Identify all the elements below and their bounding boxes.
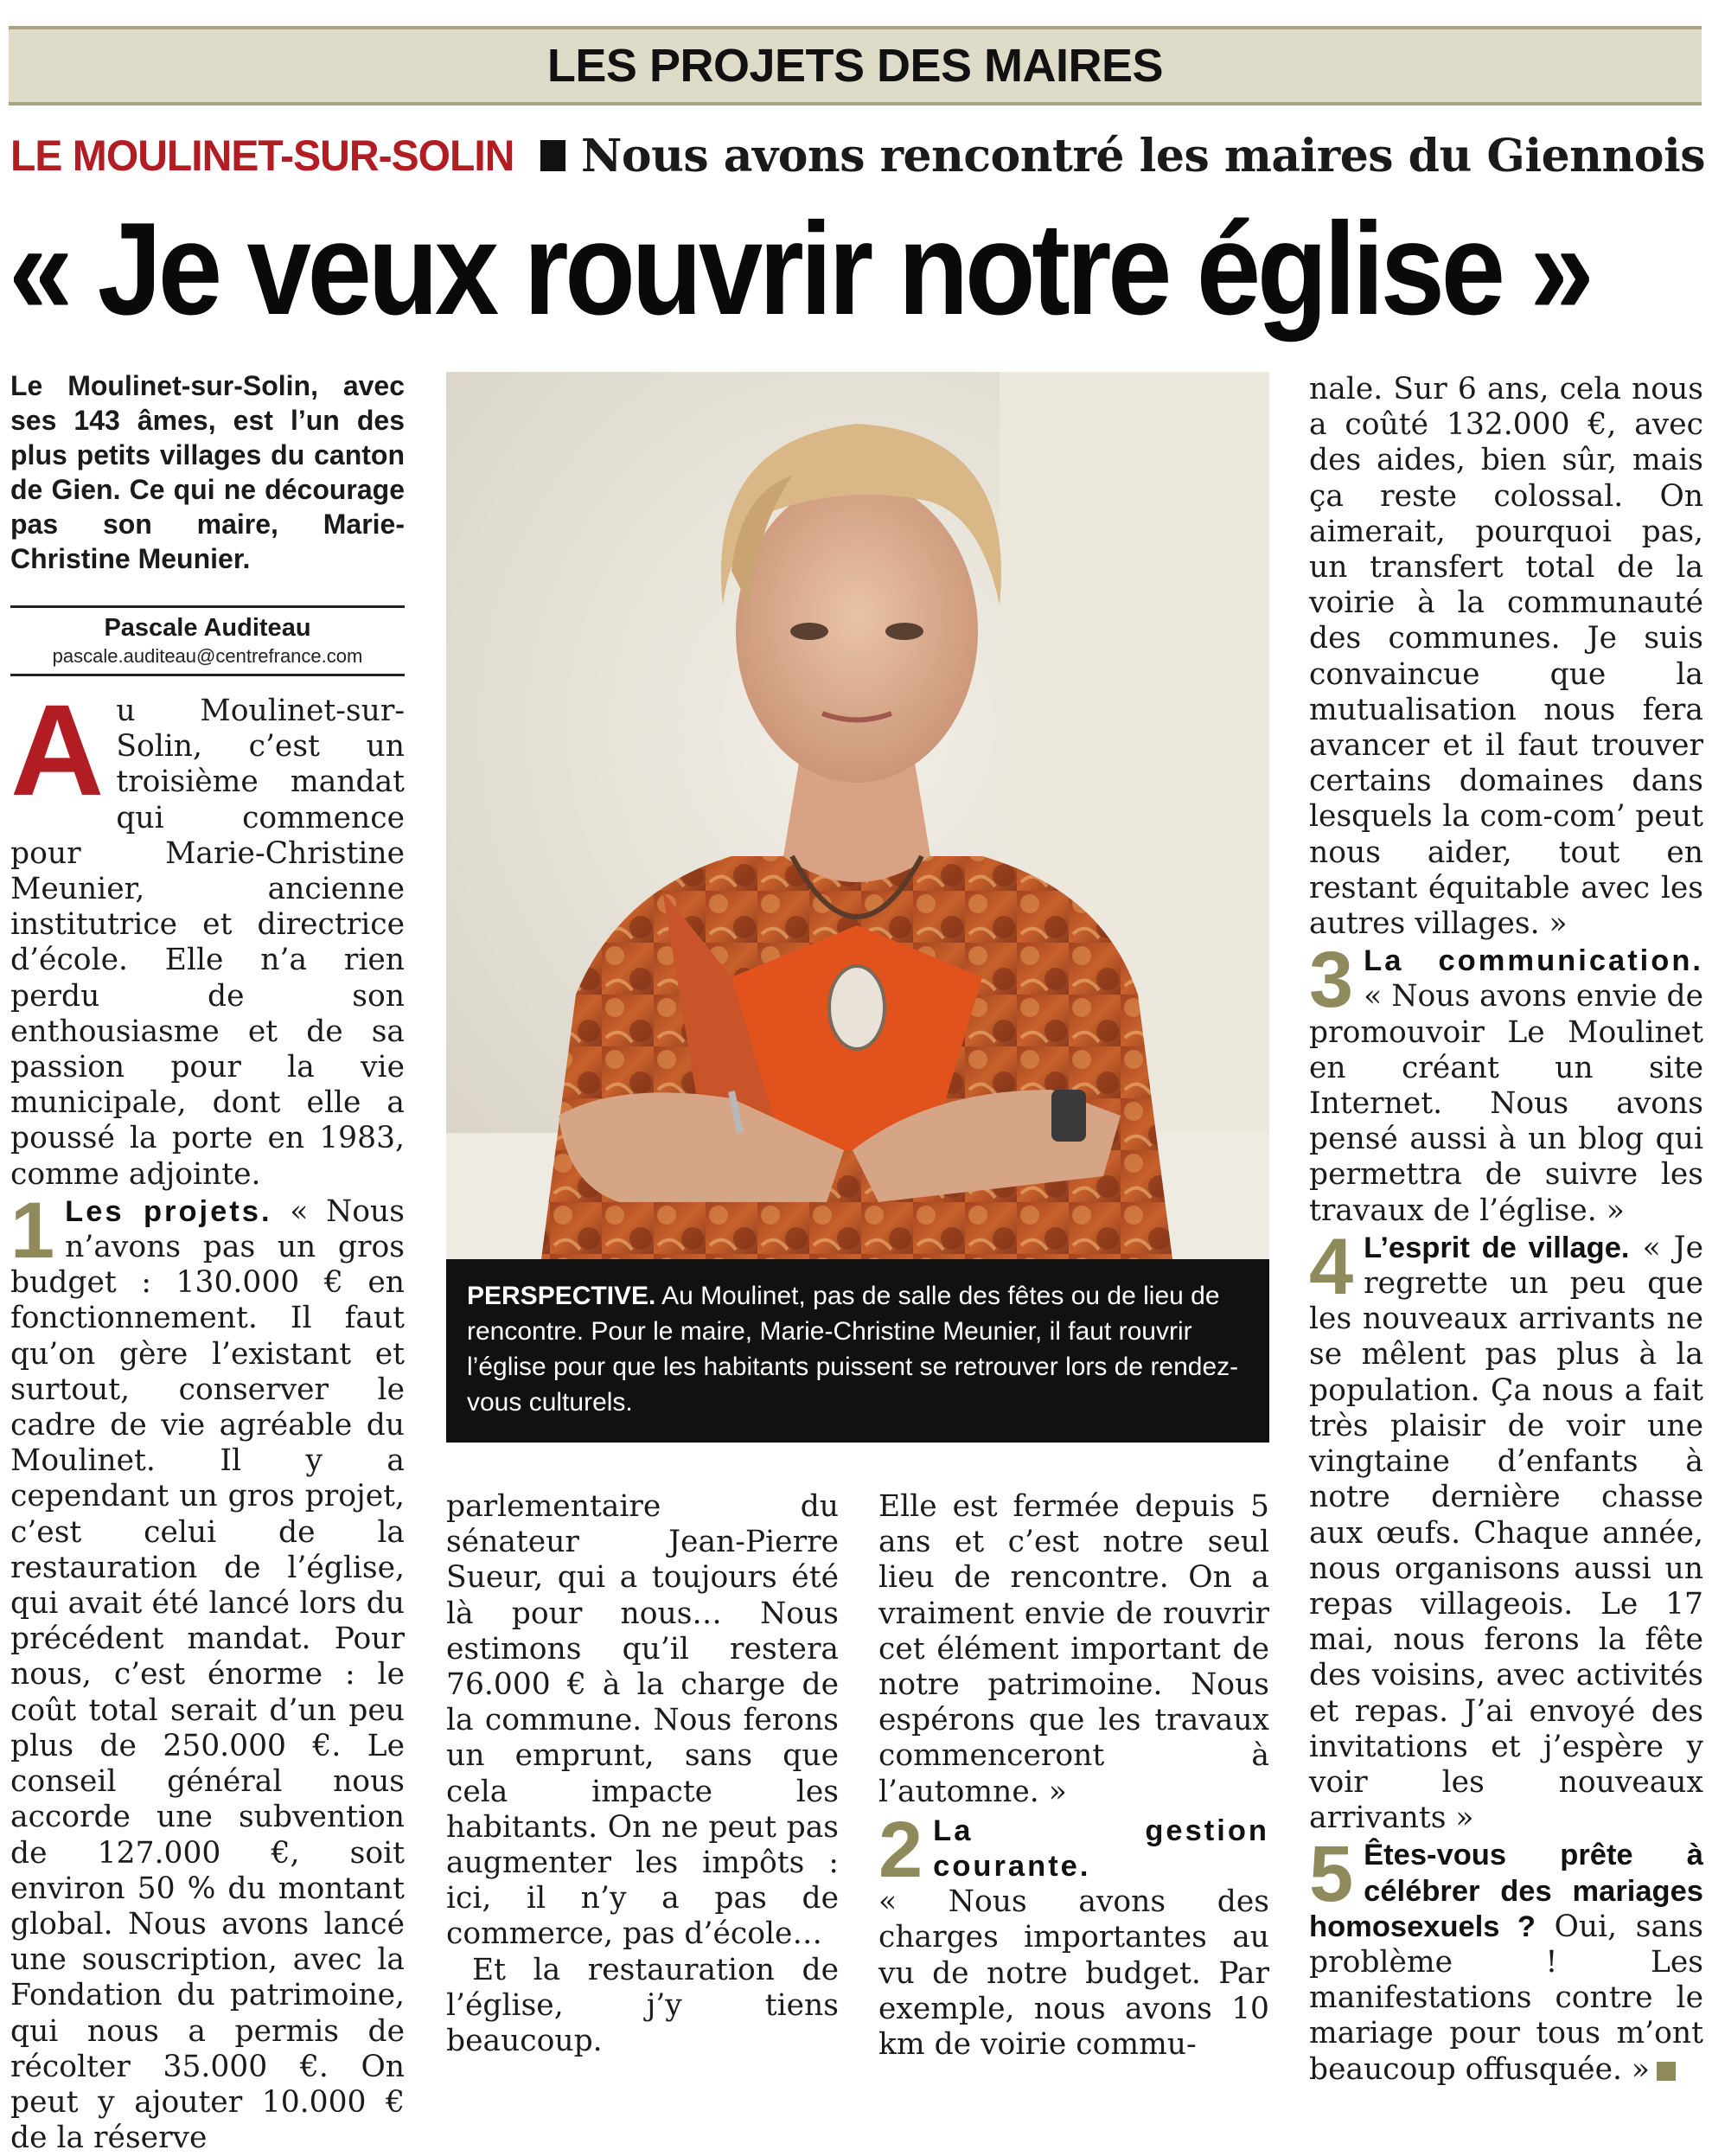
point-2-text: « Nous avons des charges importantes au vu de notre budget. Par exemple, nous avons 10 km de voirie commu- <box>878 1884 1269 2063</box>
headline: « Je veux rouvrir notre église » <box>9 195 1591 342</box>
point-4-text: « Je regrette un peu que les nouveaux arrivants ne se mêlent pas plus à la population. Ça nous a fait très plaisir de voir une vingtaine d’enfants à notre dernière chasse aux œufs. Chaque année, nous organisons aussi un repas villageois. Le 17 mai, nous ferons la fête des voisins, avec activités et repas. J’ai envoyé des invitations et j’espère y voir les nouveaux arrivants » <box>1309 1230 1703 1836</box>
kicker-place: LE MOULINET-SUR-SOLIN <box>10 131 514 180</box>
point-3-number: 3 <box>1309 936 1354 1025</box>
byline-name: Pascale Auditeau <box>104 614 311 642</box>
point-3 <box>1309 936 1703 1229</box>
section-title-bar <box>9 26 1702 106</box>
kicker <box>10 121 1705 190</box>
point-2 <box>878 1805 1269 2063</box>
point-2-continued: nale. Sur 6 ans, cela nous a coûté 132.000 €, avec des aides, bien sûr, mais ça reste colossal. On aimerait, pourquoi pas, un transfert total de la voirie à la communauté des communes. Je suis convaincue que la mutualisation nous fera avancer et il faut trouver certains domaines dans lesquels la com-com’ peut nous aider, tout en restant équitable avec les autres villages. » <box>1309 372 1703 942</box>
caption-lead: PERSPECTIVE. <box>467 1282 656 1310</box>
point-1-title: Les projets. <box>65 1194 272 1228</box>
dropcap: A <box>10 677 105 822</box>
byline-rule-top <box>10 605 405 608</box>
kicker-text: Nous avons rencontré les maires du Giennois <box>580 129 1705 182</box>
point-1-continued-b: Et la restauration de l’église, j’y tiens beaucoup. <box>446 1952 839 2059</box>
point-5-title: Êtes-vous prête à célébrer des mariages homosexuels ? <box>1309 1839 1703 1943</box>
lede: Le Moulinet-sur-Solin, avec ses 143 âmes, est l’un des plus petits villages du canton de Gien. Ce qui ne décourage pas son maire, Marie-Christine Meunier. <box>10 370 405 574</box>
point-3-title: La communication. <box>1364 944 1703 978</box>
photo-caption <box>446 1259 1269 1443</box>
intro-text: u Moulinet-sur-Solin, c’est un troisième mandat qui commence pour Marie-Christine Meunier, ancienne institutrice et directrice d’école. Elle n’a rien perdu de son enthousiasme et de sa passion pour la vie municipale, dont elle a poussé la porte en 1983, comme adjointe. <box>10 694 405 1192</box>
point-4-title: L’esprit de village. <box>1364 1231 1630 1264</box>
point-3-text: « Nous avons envie de promouvoir Le Moulinet en créant un site Internet. Nous avons pensé aussi à un blog qui permettra de suivre les travaux de l’église. » <box>1309 979 1703 1228</box>
point-1-number: 1 <box>10 1186 55 1275</box>
intro-paragraph <box>10 677 405 1193</box>
mayor-photo <box>446 372 1269 1259</box>
section-title: LES PROJETS DES MAIRES <box>546 40 1164 92</box>
point-1-continued-c: Elle est fermée depuis 5 ans et c’est notre seul lieu de rencontre. On a vraiment envie de rouvrir cet élément important de notre patrimoine. Nous espérons que les travaux commenceront à l’automne. » <box>878 1489 1269 1809</box>
article-column-4 <box>1309 372 1703 2088</box>
mayor-portrait-image <box>446 372 1269 1259</box>
point-2-number: 2 <box>878 1805 923 1894</box>
point-1-continued: parlementaire du sénateur Jean-Pierre Sueur, qui a toujours été là pour nous… Nous estimons qu’il restera 76.000 € à la charge de la commune. Nous ferons un emprunt, sans que cela impacte les habitants. On ne peut pas augmenter les impôts : ici, il n’y a pas de commerce, pas d’école… <box>446 1489 839 1952</box>
point-5 <box>1309 1830 1703 2087</box>
point-2-title: La gestion courante. <box>933 1814 1269 1884</box>
article-column-3 <box>878 1489 1269 2063</box>
caption-text: Au Moulinet, pas de salle des fêtes ou de lieu de rencontre. Pour le maire, Marie-Christine Meunier, il faut rouvrir l’église pour que les habitants puissent se retrouver lors de rendez-vous culturels. <box>467 1282 1239 1417</box>
article-column-1 <box>10 677 405 2156</box>
end-mark-icon <box>1657 2062 1676 2081</box>
article-column-2 <box>446 1489 839 2059</box>
byline-email: pascale.auditeau@centrefrance.com <box>52 645 363 667</box>
byline-rule-bottom <box>10 674 405 676</box>
point-4-number: 4 <box>1309 1222 1354 1311</box>
point-5-number: 5 <box>1309 1830 1354 1919</box>
kicker-square-icon <box>540 140 565 171</box>
point-1 <box>10 1186 405 2156</box>
point-4 <box>1309 1222 1703 1836</box>
point-1-text: « Nous n’avons pas un gros budget : 130.000 € en fonctionnement. Il faut qu’on gère l’existant et surtout, conserver le cadre de vie agréable du Moulinet. Il y a cependant un gros projet, c’est celui de la restauration de l’église, qui avait été lancé lors du précédent mandat. Pour nous, c’est énorme : le coût total serait d’un peu plus de 250.000 €. Le conseil général nous accorde une subvention de 127.000 €, soit environ 50 % du montant global. Nous avons lancé une souscription, avec la Fondation du patrimoine, qui nous a permis de récolter 35.000 €. On peut y ajouter 10.000 € de la réserve <box>10 1193 405 2156</box>
point-5-text: Oui, sans problème ! Les manifestations contre le mariage pour tous m’ont beaucoup offusquée. » <box>1309 1909 1703 2087</box>
